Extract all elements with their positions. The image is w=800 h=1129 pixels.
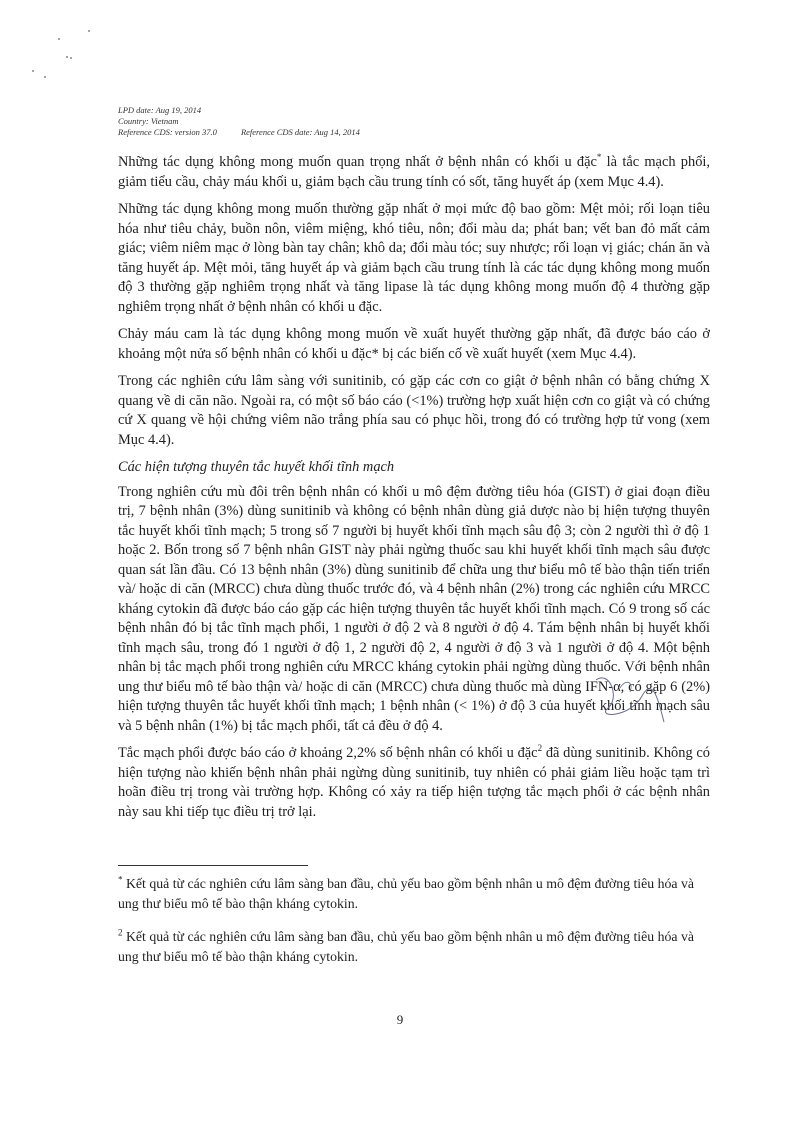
- paragraph-6-text-cont: đã dùng sunitinib. Không có hiện tượng nào khiến bệnh nhân phải ngừng dùng sunitinib, tuy nhiên có phải giảm liều hoặc tạm trì hoãn điều trị trong vài trường hợp. Không có xảy ra tiếp hiện tượng tắc mạch phổi ở các bệnh nhân này sau khi tiếp tục điều trị trở lại.: [118, 745, 710, 820]
- footnotes: [118, 874, 710, 980]
- reference-cds: Reference CDS: version 37.0: [118, 127, 217, 137]
- paragraph-1: [118, 153, 710, 192]
- page-number: 9: [396, 1012, 404, 1027]
- country: Country: Vietnam: [118, 116, 179, 126]
- paragraph-6: [118, 744, 710, 822]
- paragraph-6-text: Tắc mạch phổi được báo cáo ở khoảng 2,2% số bệnh nhân có khối u đặc: [118, 745, 538, 761]
- paragraph-4: Trong các nghiên cứu lâm sàng với sunitinib, có gặp các cơn co giật ở bệnh nhân có bằng chứng X quang về di căn não. Ngoài ra, có một số báo cáo (<1%) trường hợp xuất hiện cơn co giật và có chứng cứ X quang về hội chứng viêm não trắng phía sau có phục hồi, trong đó có trường hợp tử vong (xem Mục 4.4).: [118, 373, 710, 448]
- paragraph-2: Những tác dụng không mong muốn thường gặp nhất ở mọi mức độ bao gồm: Mệt mỏi; rối loạn tiêu hóa như tiêu chảy, buồn nôn, viêm miệng, khó tiêu, nôn; đổi màu da; phát ban; vết ban đỏ mất cảm giác; viêm niêm mạc ở lòng bàn tay chân; khô da; đổi màu tóc; suy nhược; rối loạn vị giác; chán ăn và tăng huyết áp. Mệt mỏi, tăng huyết áp và giảm bạch cầu trung tính là các tác dụng không mong muốn độ 3 thường gặp nghiêm trọng nhất và tăng lipase là tác dụng không mong muốn độ 4 thường gặp nghiêm trọng nhất ở bệnh nhân có khối u đặc.: [118, 201, 710, 315]
- footnote-1-text: Kết quả từ các nghiên cứu lâm sàng ban đầu, chủ yếu bao gồm bệnh nhân u mô đệm đường tiêu hóa và ung thư biểu mô tế bào thận kháng cytokin.: [118, 876, 694, 911]
- lpd-date: LPD date: Aug 19, 2014: [118, 105, 202, 115]
- footnote-ref-2: 2: [537, 743, 543, 754]
- paragraph-1-text-cont: là tắc mạch phổi, giảm tiểu cầu, chảy máu khối u, giảm bạch cầu trung tính có sốt, tăng huyết áp (xem Mục 4.4).: [118, 154, 710, 190]
- footnote-2: [118, 927, 710, 966]
- footnote-ref-star: *: [596, 152, 602, 163]
- pen-mark: [590, 668, 670, 726]
- scan-specks: [30, 30, 110, 90]
- section-heading: Các hiện tượng thuyên tắc huyết khối tĩnh mạch: [118, 459, 395, 475]
- body-text: [118, 153, 710, 830]
- footnote-2-mark: 2: [118, 927, 123, 938]
- footnote-2-text: Kết quả từ các nghiên cứu lâm sàng ban đầu, chủ yếu bao gồm bệnh nhân u mô đệm đường tiêu hóa và ung thư biểu mô tế bào thận kháng cytokin.: [118, 929, 694, 964]
- reference-cds-date: Reference CDS date: Aug 14, 2014: [240, 127, 360, 137]
- footnote-1: [118, 874, 710, 913]
- reference-row: [118, 127, 518, 138]
- footnote-1-mark: *: [118, 874, 123, 885]
- document-header: [118, 105, 518, 138]
- footnote-divider: [118, 865, 308, 866]
- paragraph-1-text: Những tác dụng không mong muốn quan trọng nhất ở bệnh nhân có khối u đặc: [118, 154, 597, 170]
- paragraph-5: Trong nghiên cứu mù đôi trên bệnh nhân có khối u mô đệm đường tiêu hóa (GIST) ở giai đoạn điều trị, 7 bệnh nhân (3%) dùng sunitinib và không có bệnh nhân dùng giả dược nào bị hiện tượng thuyên tắc huyết khối tĩnh mạch; 5 trong số 7 người bị huyết khối tĩnh mạch sâu độ 3; còn 2 người thì ở độ 1 hoặc 2. Bốn trong số 7 bệnh nhân GIST này phải ngừng thuốc sau khi huyết khối tĩnh mạch sâu được quan sát lần đầu. Có 13 bệnh nhân (3%) dùng sunitinib để chữa ung thư biểu mô tế bào thận tiến triển và/ hoặc di căn (MRCC) chưa dùng thuốc trước đó, và 4 bệnh nhân (2%) trong các nghiên cứu MRCC kháng cytokin đã được báo cáo gặp các hiện tượng thuyên tắc huyết khối tĩnh mạch. Có 9 trong số các bệnh nhân đó bị tắc tĩnh mạch phổi, 1 người ở độ 2 và 8 người ở độ 4. Tám bệnh nhân bị huyết khối tĩnh mạch sâu, trong đó 1 người ở độ 1, 2 người độ 2, 4 người ở độ 3 và 1 người ở độ 4. Một bệnh nhân bị tắc mạch phổi trong nghiên cứu MRCC kháng cytokin phải ngừng dùng thuốc. Với bệnh nhân ung thư biểu mô tế bào thận và/ hoặc di căn (MRCC) chưa dùng thuốc mà dùng IFN-α, có gặp 6 (2%) hiện tượng thuyên tắc huyết khối tĩnh mạch; 1 bệnh nhân (< 1%) ở độ 3 của huyết khối tĩnh mạch sâu và 5 bệnh nhân (1%) bị tắc mạch phổi, tất cả đều ở độ 4.: [118, 483, 710, 734]
- paragraph-3: Chảy máu cam là tác dụng không mong muốn về xuất huyết thường gặp nhất, đã được báo cáo ở khoảng một nửa số bệnh nhân có khối u đặc* bị các biến cố về xuất huyết (xem Mục 4.4).: [118, 326, 710, 362]
